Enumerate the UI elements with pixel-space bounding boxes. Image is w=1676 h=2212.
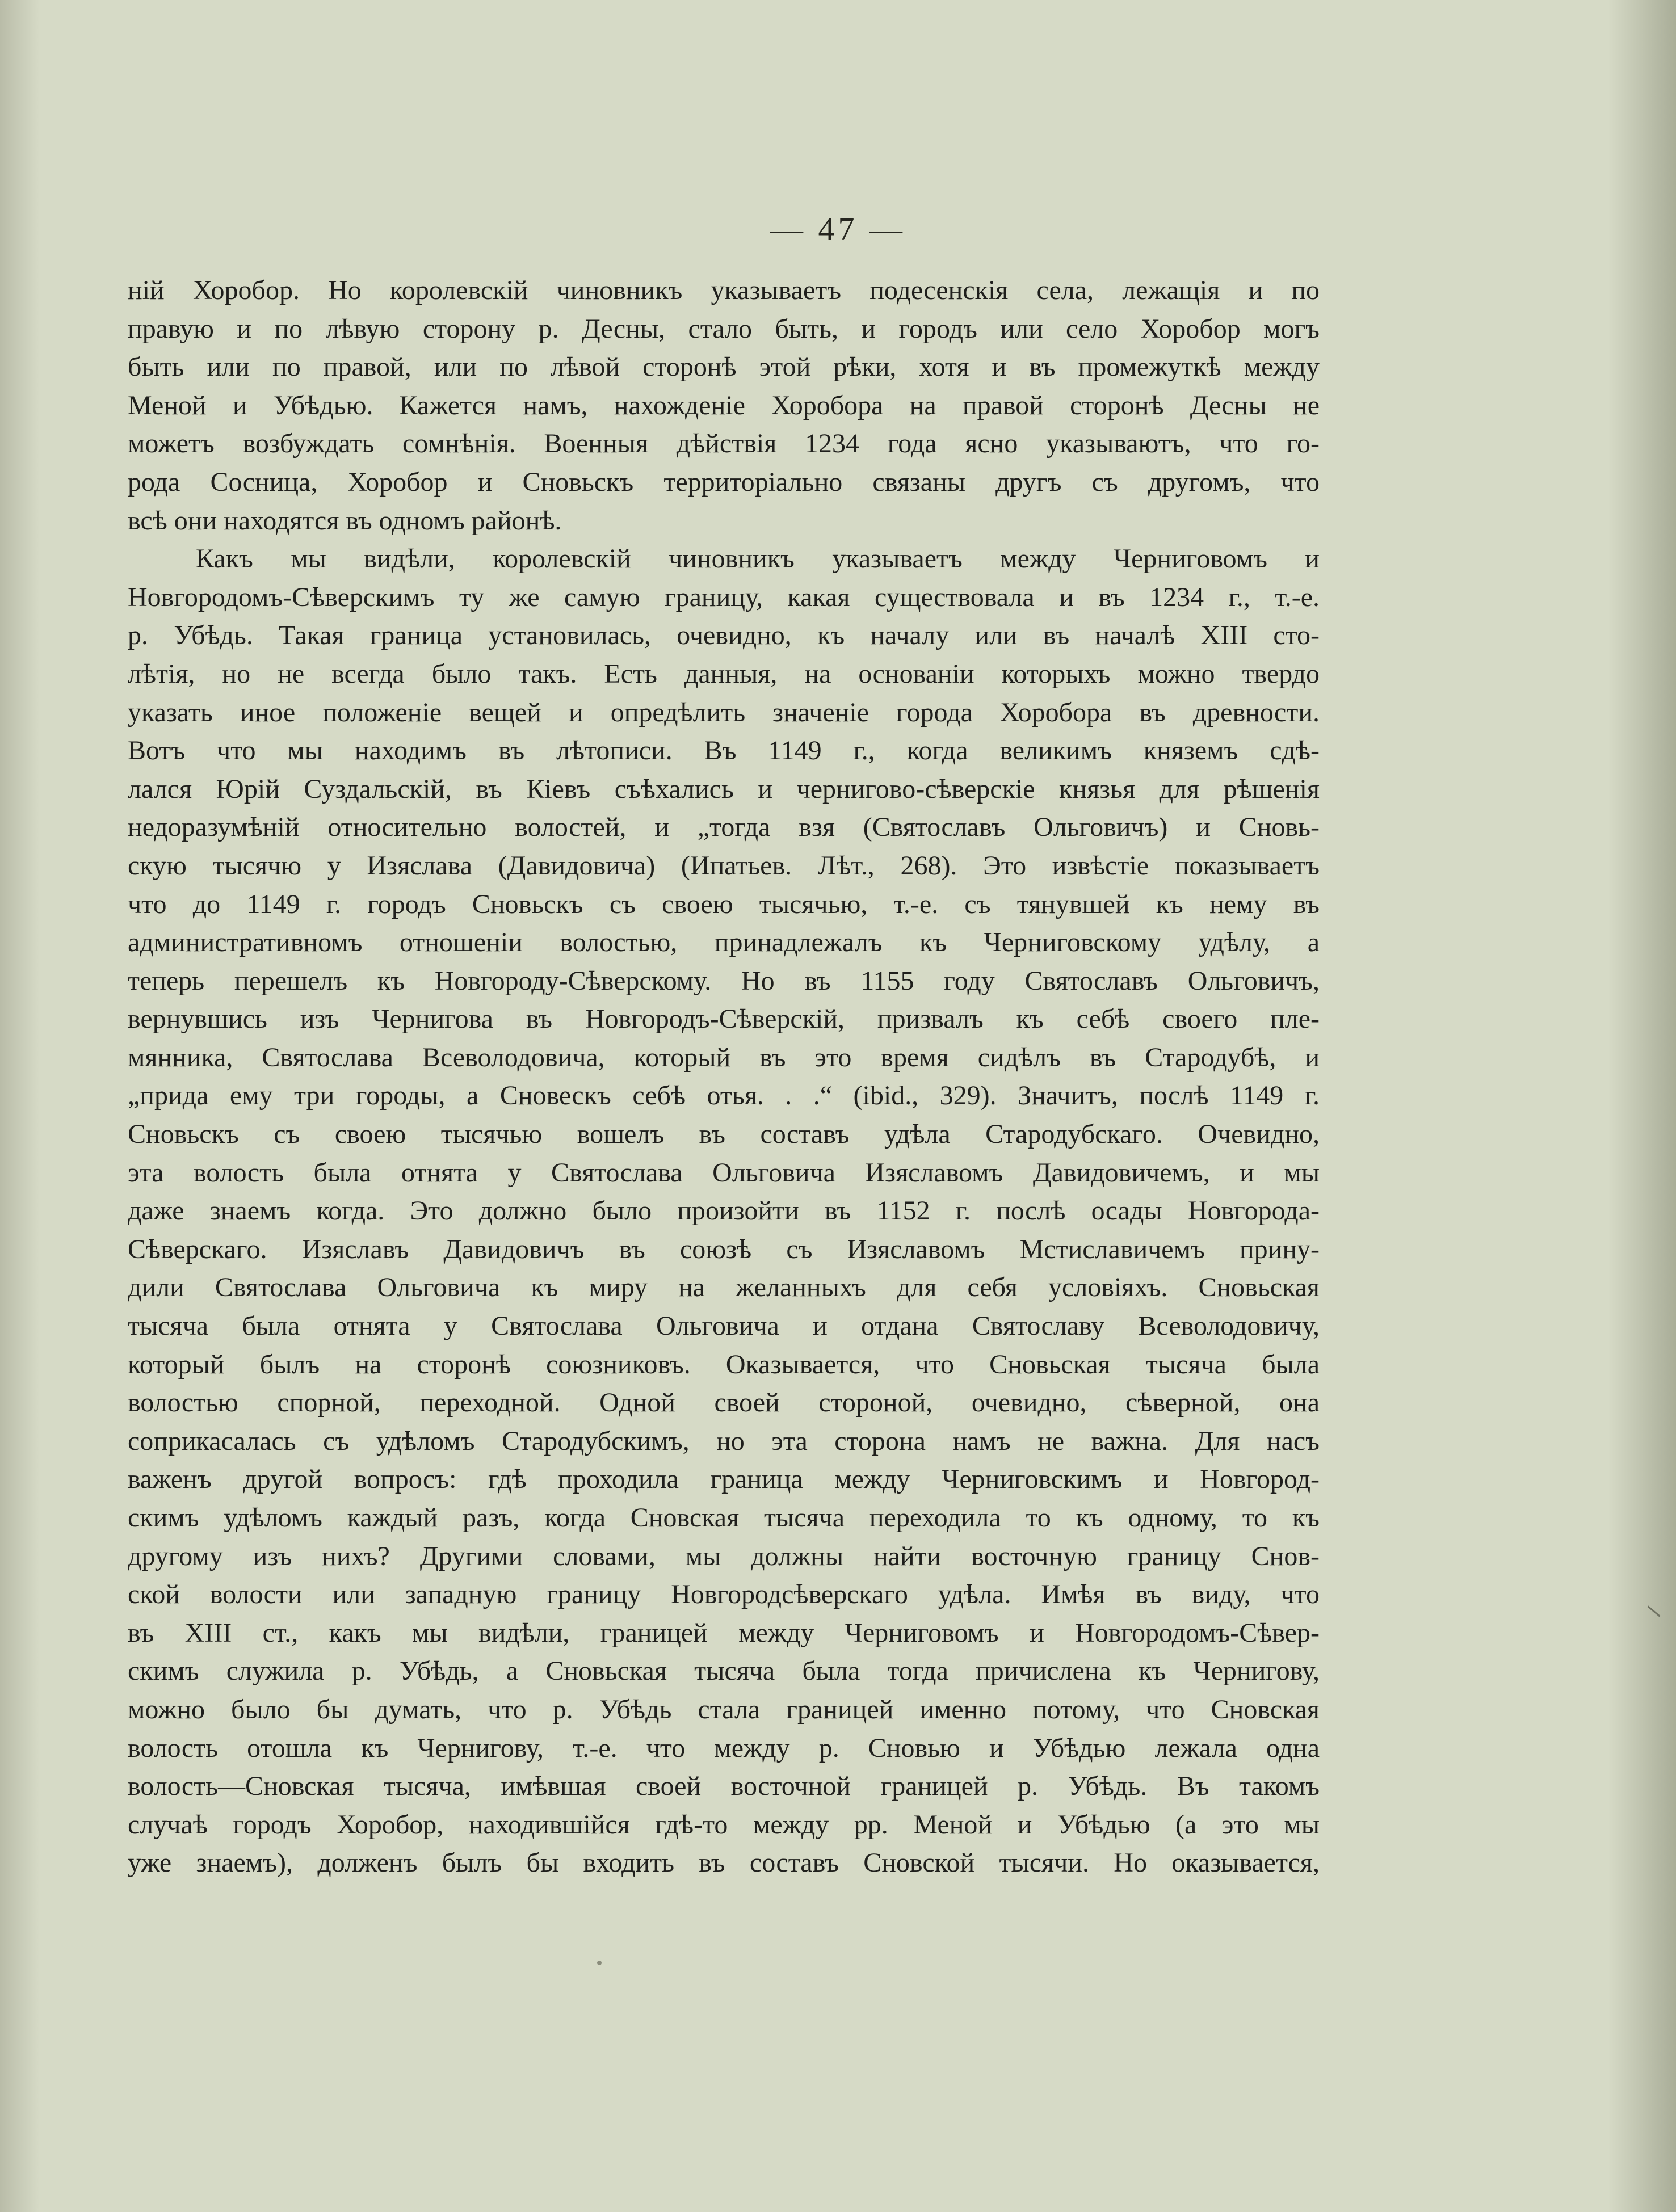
page-shadow-right [1608,0,1676,2212]
text-line: указать иное положеніе вещей и опредѣлить значеніе города Хоробора въ древности. [128,697,1320,727]
text-line: который былъ на сторонѣ союзниковъ. Оказывается, что Сновьская тысяча была [128,1349,1320,1380]
text-line: важенъ другой вопросъ: гдѣ проходила граница между Черниговскимъ и Новгород- [128,1464,1320,1495]
text-line: тысяча была отнята у Святослава Ольговича и отдана Святославу Всеволодовичу, [128,1311,1320,1342]
text-line: быть или по правой, или по лѣвой сторонѣ этой рѣки, хотя и въ промежуткѣ между [128,352,1320,382]
paragraph-start-line: Какъ мы видѣли, королевскій чиновникъ указываетъ между Черниговомъ и [196,544,1320,574]
text-line: случаѣ городъ Хоробор, находившійся гдѣ-то между рр. Меной и Убѣдью (а это мы [128,1809,1320,1840]
text-line: волость—Сновская тысяча, имѣвшая своей восточной границей р. Убѣдь. Въ такомъ [128,1771,1320,1802]
text-line: волость отошла къ Чернигову, т.-е. что между р. Сновью и Убѣдью лежала одна [128,1732,1320,1763]
body-text [128,271,1320,1882]
text-line: эта волость была отнята у Святослава Ольговича Изяславомъ Давидовичемъ, и мы [128,1157,1320,1188]
text-line: дили Святослава Ольговича къ миру на желанныхъ для себя условіяхъ. Сновьская [128,1272,1320,1303]
text-line: теперь перешелъ къ Новгороду-Сѣверскому. Но въ 1155 году Святославъ Ольговичъ, [128,965,1320,996]
text-line: соприкасалась съ удѣломъ Стародубскимъ, но эта сторона намъ не важна. Для насъ [128,1425,1320,1456]
ink-speck [597,1961,602,1965]
text-line: другому изъ нихъ? Другими словами, мы должны найти восточную границу Снов- [128,1541,1320,1571]
text-line: Сѣверскаго. Изяславъ Давидовичъ въ союзѣ съ Изяславомъ Мстиславичемъ прину- [128,1234,1320,1264]
text-line: административномъ отношеніи волостью, принадлежалъ къ Черниговскому удѣлу, а [128,927,1320,958]
text-line: можно было бы думать, что р. Убѣдь стала границей именно потому, что Сновская [128,1694,1320,1725]
text-line: скимъ удѣломъ каждый разъ, когда Сновская тысяча переходила то къ одному, то къ [128,1503,1320,1533]
text-line: въ XIII ст., какъ мы видѣли, границей между Черниговомъ и Новгородомъ-Сѣвер- [128,1617,1320,1648]
text-line: недоразумѣній относительно волостей, и „тогда взя (Святославъ Ольговичъ) и Сновь- [128,812,1320,843]
text-line: Новгородомъ-Сѣверскимъ ту же самую границу, какая существовала и въ 1234 г., т.-е. [128,582,1320,612]
text-line: мянника, Святослава Всеволодовича, который въ это время сидѣлъ въ Стародубѣ, и [128,1042,1320,1073]
text-line: Сновьскъ съ своею тысячью вошелъ въ составъ удѣла Стародубскаго. Очевидно, [128,1119,1320,1150]
text-line: „прида ему три городы, а Сновескъ себѣ отья. . .“ (ibid., 329). Значитъ, послѣ 1149 г. [128,1080,1320,1111]
page-shadow-left [0,0,40,2212]
text-line: можетъ возбуждать сомнѣнія. Военныя дѣйствія 1234 года ясно указываютъ, что го- [128,428,1320,459]
text-line: скую тысячю у Изяслава (Давидовича) (Ипатьев. Лѣт., 268). Это извѣстіе показываетъ [128,850,1320,881]
text-line: ній Хоробор. Но королевскій чиновникъ указываетъ подесенскія села, лежащія и по [128,275,1320,305]
text-line: лался Юрій Суздальскій, въ Кіевъ съѣхались и чернигово-сѣверскіе князья для рѣшенія [128,773,1320,804]
text-line: всѣ они находятся въ одномъ районѣ. [128,505,562,536]
text-line: рода Сосница, Хоробор и Сновьскъ территоріально связаны другъ съ другомъ, что [128,466,1320,497]
text-line: Меной и Убѣдью. Кажется намъ, нахожденіе Хоробора на правой сторонѣ Десны не [128,390,1320,420]
text-line: правую и по лѣвую сторону р. Десны, стало быть, и городъ или село Хоробор могъ [128,313,1320,344]
text-line: даже знаемъ когда. Это должно было произойти въ 1152 г. послѣ осады Новгорода- [128,1196,1320,1226]
text-line: что до 1149 г. городъ Сновьскъ съ своею тысячью, т.-е. съ тянувшей къ нему въ [128,889,1320,919]
text-line: волостью спорной, переходной. Одной своей стороной, очевидно, сѣверной, она [128,1387,1320,1418]
text-line: лѣтія, но не всегда было такъ. Есть данныя, на основаніи которыхъ можно твердо [128,658,1320,689]
text-line: Вотъ что мы находимъ въ лѣтописи. Въ 1149 г., когда великимъ княземъ сдѣ- [128,735,1320,766]
page-number: — 47 — [770,211,906,247]
text-line: р. Убѣдь. Такая граница установилась, очевидно, къ началу или въ началѣ XIII сто- [128,620,1320,651]
text-line: скимъ служила р. Убѣдь, а Сновьская тысяча была тогда причислена къ Чернигову, [128,1656,1320,1687]
text-line: вернувшись изъ Чернигова въ Новгородъ-Сѣверскій, призвалъ къ себѣ своего пле- [128,1004,1320,1034]
text-line: уже знаемъ), долженъ былъ бы входить въ составъ Сновской тысячи. Но оказывается, [128,1848,1320,1878]
text-line: ской волости или западную границу Новгородсѣверскаго удѣла. Имѣя въ виду, что [128,1579,1320,1610]
